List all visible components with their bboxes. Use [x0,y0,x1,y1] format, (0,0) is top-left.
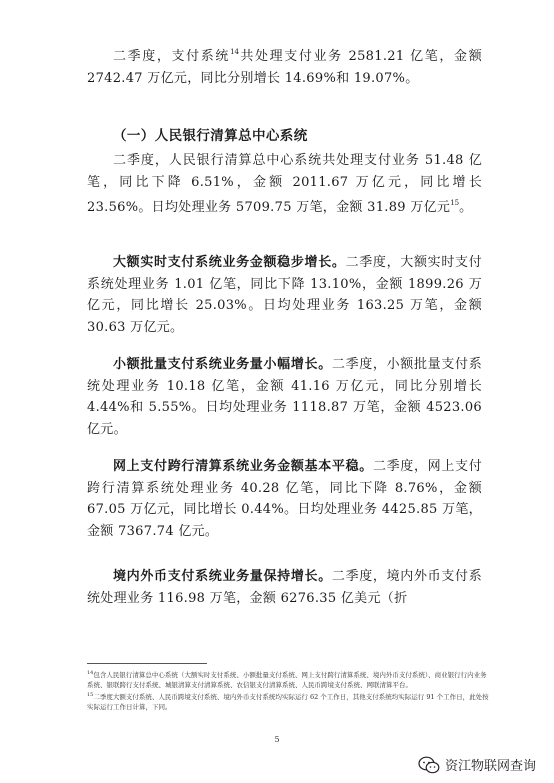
paragraph-lead: 网上支付跨行清算系统业务金额基本平稳。 [113,459,373,474]
footnote-15: $^{15}$二季度大额支付系统、人民币跨境支付系统、境内外币支付系统均实际运行 62 个工作日，其他支付系统均实际运行 91 个工作日，此处按实际运行工作日计算，下同。 [87,692,489,711]
paragraph-lead: 大额实时支付系统业务金额稳步增长。 [113,255,346,270]
wechat-icon [418,756,440,774]
paragraph-cfxps: 境内外币支付系统业务量保持增长。二季度，境内外币支付系统处理业务 116.98 万笔，金额 6276.35 亿美元（折 [87,569,482,606]
paragraph-lead: 小额批量支付系统业务量小幅增长。 [113,357,332,372]
paragraph-beps: 小额批量支付系统业务量小幅增长。二季度，小额批量支付系统处理业务 10.18 亿笔，金额 41.16 万亿元，同比分别增长 4.44%和 5.55%。日均处理业务 1118.87 万笔，金额 4523.06 亿元。 [87,357,482,437]
section-heading: （一）人民银行清算总中心系统 [113,128,308,144]
paragraph-ibps: 网上支付跨行清算系统业务金额基本平稳。二季度，网上支付跨行清算系统处理业务 40.28 亿笔，同比下降 8.76%，金额 67.05 万亿元，同比增长 0.44%。日均处理业务 4425.85 万笔，金额 7367.74 亿元。 [87,459,483,539]
footnote-14: $^{14}$包含人民银行清算总中心系统（大额实时支付系统、小额批量支付系统、网上支付跨行清算系统、境内外币支付系统）、商业银行行内业务系统、银联跨行支付系统、城银清算支付清算系统、农信银支付清算系统、人民币跨境支付系统、网联清算平台。 [87,670,487,689]
footnote-ref-14[interactable]: 14 [230,48,239,56]
paragraph-clearing-center: 二季度，人民银行清算总中心系统共处理支付业务 51.48 亿笔，同比下降 6.51%，金额 2011.67 万亿元，同比增长 23.56%。日均处理业务 5709.75 万笔，金额 31.89 万亿元$^{15}$。 [87,153,482,215]
footnotes [87,668,492,712]
paragraph-lead: 境内外币支付系统业务量保持增长。 [113,569,332,584]
footnote-divider [87,663,207,664]
paragraph-payment-system-overview: 二季度，支付系统$^{14}$共处理支付业务 2581.21 亿笔，金额 2742.47 万亿元，同比分别增长 14.69%和 19.07%。 [87,48,482,86]
watermark [418,755,536,774]
page-number: 5 [274,735,280,744]
watermark-text: 资江物联网查询 [444,759,536,774]
footnote-ref-15[interactable]: 15 [450,199,460,207]
paragraph-hvps: 大额实时支付系统业务金额稳步增长。二季度，大额实时支付系统处理业务 1.01 亿笔，同比下降 13.10%，金额 1899.26 万亿元，同比增长 25.03%。日均处理业务 163.25 万笔，金额 30.63 万亿元。 [87,255,482,335]
